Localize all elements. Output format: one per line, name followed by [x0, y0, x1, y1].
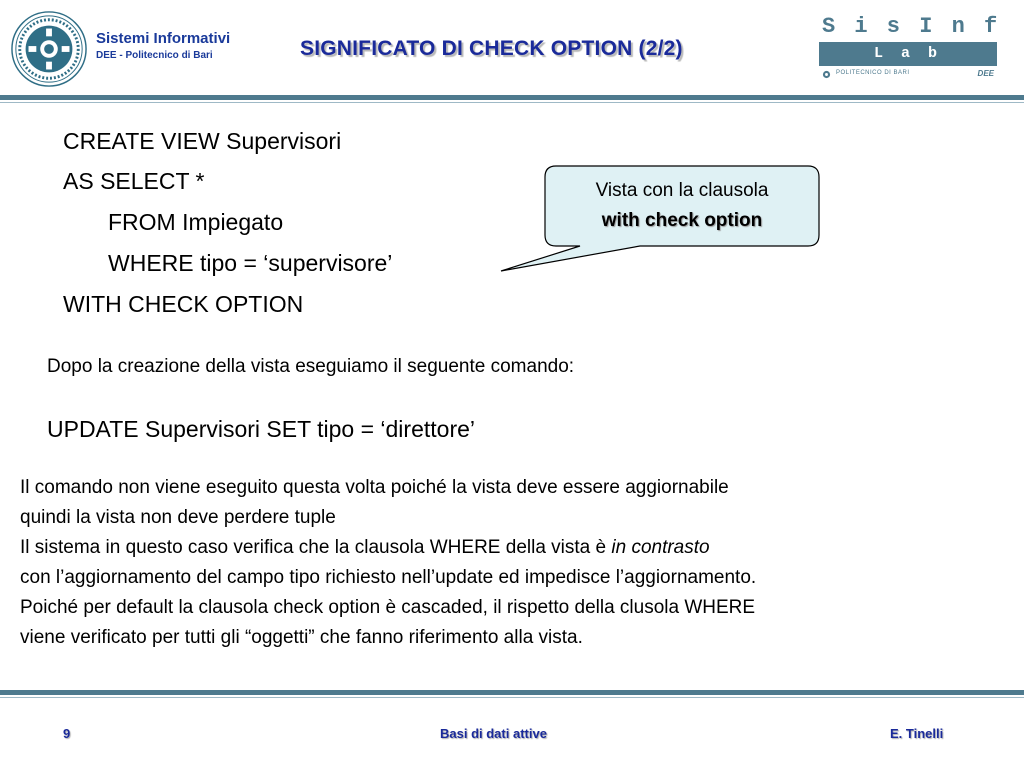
code-line-from: FROM Impiegato — [108, 209, 284, 235]
brand-subtitle: DEE - Politecnico di Bari — [96, 50, 213, 61]
paragraph-text: Il sistema in questo caso verifica che la clausola WHERE della vista è — [20, 537, 612, 558]
callout-emphasis: with check option — [601, 210, 763, 231]
intro-text: Dopo la creazione della vista eseguiamo il seguente comando: — [47, 356, 575, 377]
sisinf-logo-footer — [822, 70, 996, 80]
footer-course: Basi di dati attive — [440, 726, 547, 741]
callout-text: Vista con la clausola — [595, 180, 769, 201]
paragraph-line: Il comando non viene eseguito questa volta poiché la vista deve essere aggiornabile — [20, 477, 729, 498]
paragraph-line: viene verificato per tutti gli “oggetti” che fanno riferimento alla vista. — [20, 627, 583, 648]
footer-rule — [0, 690, 1024, 695]
paragraph-italic: in contrasto — [611, 537, 710, 558]
footer-author: E. Tinelli — [890, 726, 944, 741]
slide-title: SIGNIFICATO DI CHECK OPTION (2/2) — [300, 37, 683, 60]
update-command: UPDATE Supervisori SET tipo = ‘direttore’ — [47, 416, 476, 442]
brand-title: Sistemi Informativi — [96, 30, 231, 47]
header-rule — [0, 95, 1024, 100]
sisinf-logo-text: S i s I n f — [822, 14, 1001, 39]
paragraph-line: quindi la vista non deve perdere tuple — [20, 507, 336, 528]
politecnico-seal-logo — [10, 10, 88, 88]
paragraph-line: Poiché per default la clausola check option è cascaded, il rispetto della clusola WHERE — [20, 597, 756, 618]
code-line-check-option: WITH CHECK OPTION — [63, 291, 304, 317]
sisinf-dee-label: DEE — [977, 69, 994, 78]
code-line-where: WHERE tipo = ‘supervisore’ — [108, 250, 393, 276]
paragraph-line: con l’aggiornamento del campo tipo richiesto nell’update ed impedisce l’aggiornamento. — [20, 567, 757, 588]
code-line-select: AS SELECT * — [63, 168, 205, 194]
header-rule-thin — [0, 102, 1024, 103]
page-number: 9 — [63, 726, 71, 741]
paragraph-line — [20, 537, 710, 559]
code-line-create-view: CREATE VIEW Supervisori — [63, 128, 342, 154]
sisinf-logo-band: L a b — [819, 42, 997, 66]
gear-icon — [822, 70, 831, 79]
footer-rule-thin — [0, 697, 1024, 698]
sisinf-politecnico-label: POLITECNICO DI BARI — [836, 70, 910, 76]
